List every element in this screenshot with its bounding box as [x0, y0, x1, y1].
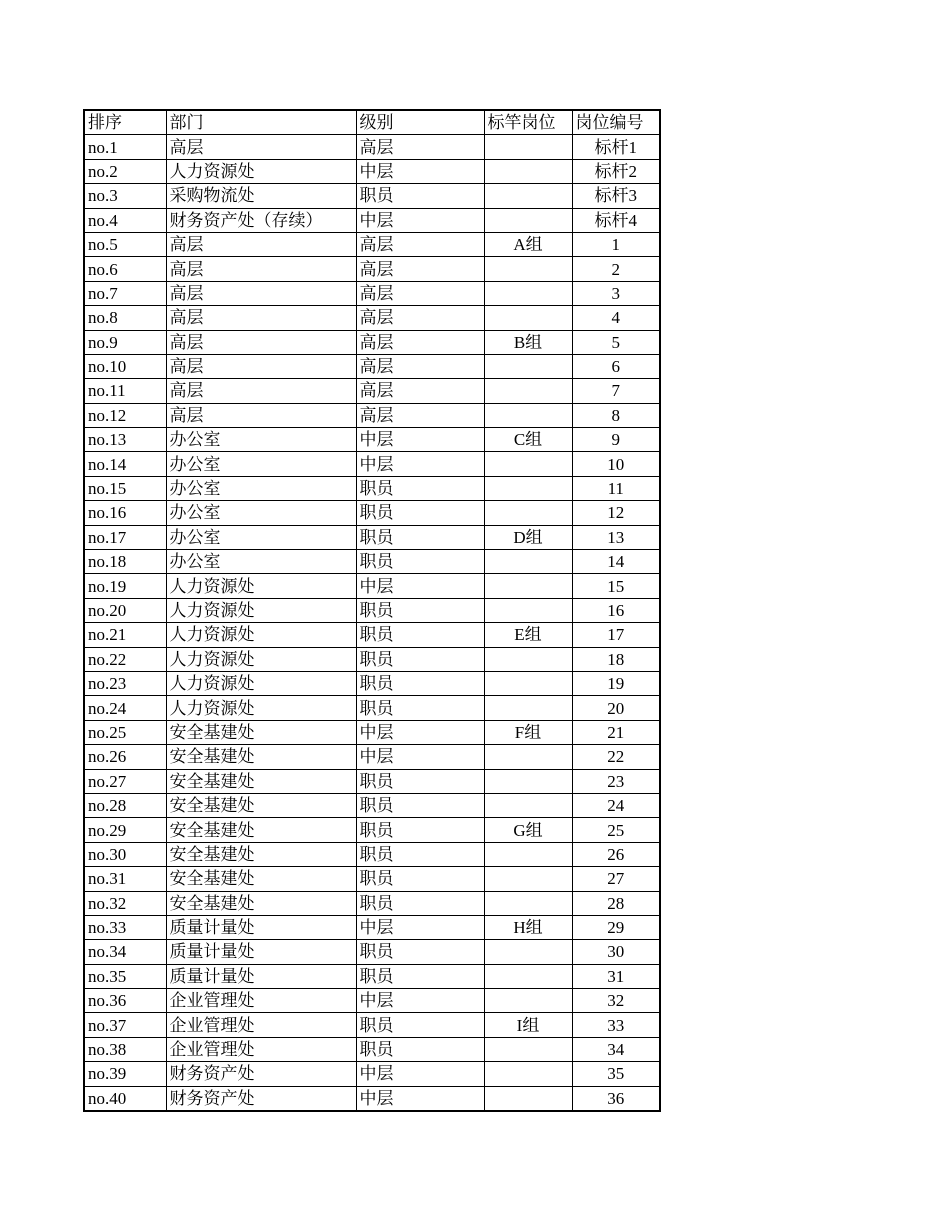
rank-cell: no.33 [84, 915, 166, 939]
header-level: 级别 [356, 110, 484, 135]
benchmark-group-cell: H组 [484, 915, 572, 939]
benchmark-group-cell [484, 184, 572, 208]
benchmark-group-cell [484, 964, 572, 988]
level-cell: 中层 [356, 574, 484, 598]
position-id-cell: 6 [572, 354, 660, 378]
position-id-cell: 15 [572, 574, 660, 598]
level-cell: 高层 [356, 281, 484, 305]
benchmark-group-cell [484, 1086, 572, 1111]
department-cell: 质量计量处 [166, 964, 356, 988]
table-row [84, 574, 660, 598]
position-id-cell: 标杆2 [572, 159, 660, 183]
table-row [84, 135, 660, 159]
department-cell: 人力资源处 [166, 647, 356, 671]
position-id-cell: 标杆3 [572, 184, 660, 208]
benchmark-group-cell [484, 550, 572, 574]
benchmark-group-cell [484, 281, 572, 305]
department-cell: 安全基建处 [166, 842, 356, 866]
rank-cell: no.13 [84, 428, 166, 452]
position-id-cell: 8 [572, 403, 660, 427]
department-cell: 高层 [166, 330, 356, 354]
table-row [84, 354, 660, 378]
department-cell: 财务资产处 [166, 1062, 356, 1086]
position-id-cell: 5 [572, 330, 660, 354]
table-row [84, 1086, 660, 1111]
table-row [84, 842, 660, 866]
level-cell: 职员 [356, 1013, 484, 1037]
level-cell: 中层 [356, 1086, 484, 1111]
rank-cell: no.3 [84, 184, 166, 208]
benchmark-group-cell [484, 891, 572, 915]
rank-cell: no.27 [84, 769, 166, 793]
header-department: 部门 [166, 110, 356, 135]
benchmark-group-cell [484, 574, 572, 598]
rank-cell: no.36 [84, 989, 166, 1013]
table-row [84, 647, 660, 671]
header-position-id: 岗位编号 [572, 110, 660, 135]
table-row [84, 696, 660, 720]
table-row [84, 330, 660, 354]
department-cell: 高层 [166, 257, 356, 281]
department-cell: 企业管理处 [166, 989, 356, 1013]
level-cell: 职员 [356, 793, 484, 817]
table-row [84, 1062, 660, 1086]
table-row [84, 964, 660, 988]
rank-cell: no.20 [84, 598, 166, 622]
position-id-cell: 31 [572, 964, 660, 988]
level-cell: 职员 [356, 184, 484, 208]
department-cell: 高层 [166, 354, 356, 378]
department-cell: 质量计量处 [166, 915, 356, 939]
header-benchmark-group: 标竿岗位 [484, 110, 572, 135]
department-cell: 高层 [166, 232, 356, 256]
position-id-cell: 26 [572, 842, 660, 866]
level-cell: 职员 [356, 525, 484, 549]
department-cell: 企业管理处 [166, 1037, 356, 1061]
table-row [84, 867, 660, 891]
level-cell: 高层 [356, 379, 484, 403]
table-row [84, 769, 660, 793]
position-id-cell: 24 [572, 793, 660, 817]
position-id-cell: 22 [572, 745, 660, 769]
table-row [84, 891, 660, 915]
rank-cell: no.39 [84, 1062, 166, 1086]
level-cell: 中层 [356, 208, 484, 232]
table-row [84, 915, 660, 939]
position-id-cell: 34 [572, 1037, 660, 1061]
position-id-cell: 32 [572, 989, 660, 1013]
department-cell: 人力资源处 [166, 598, 356, 622]
rank-cell: no.15 [84, 476, 166, 500]
rank-cell: no.35 [84, 964, 166, 988]
position-id-cell: 21 [572, 720, 660, 744]
benchmark-group-cell: G组 [484, 818, 572, 842]
position-id-cell: 36 [572, 1086, 660, 1111]
benchmark-group-cell [484, 842, 572, 866]
position-id-cell: 12 [572, 501, 660, 525]
rank-cell: no.34 [84, 940, 166, 964]
table-row [84, 306, 660, 330]
table-row [84, 720, 660, 744]
table-row [84, 818, 660, 842]
level-cell: 职员 [356, 647, 484, 671]
position-id-cell: 17 [572, 623, 660, 647]
benchmark-group-cell: D组 [484, 525, 572, 549]
benchmark-group-cell [484, 476, 572, 500]
table-row [84, 940, 660, 964]
level-cell: 职员 [356, 550, 484, 574]
rank-cell: no.28 [84, 793, 166, 817]
level-cell: 职员 [356, 769, 484, 793]
table-row [84, 501, 660, 525]
table-row [84, 452, 660, 476]
table-row [84, 989, 660, 1013]
position-id-cell: 30 [572, 940, 660, 964]
level-cell: 职员 [356, 867, 484, 891]
position-id-cell: 9 [572, 428, 660, 452]
benchmark-group-cell [484, 354, 572, 378]
department-cell: 人力资源处 [166, 159, 356, 183]
rank-cell: no.12 [84, 403, 166, 427]
rank-cell: no.14 [84, 452, 166, 476]
position-id-cell: 10 [572, 452, 660, 476]
position-id-cell: 20 [572, 696, 660, 720]
level-cell: 高层 [356, 306, 484, 330]
benchmark-group-cell: I组 [484, 1013, 572, 1037]
table-row [84, 745, 660, 769]
benchmark-group-cell: B组 [484, 330, 572, 354]
level-cell: 职员 [356, 501, 484, 525]
position-id-cell: 19 [572, 671, 660, 695]
position-id-cell: 25 [572, 818, 660, 842]
level-cell: 中层 [356, 452, 484, 476]
table-row [84, 1037, 660, 1061]
table-row [84, 623, 660, 647]
department-cell: 安全基建处 [166, 818, 356, 842]
level-cell: 高层 [356, 330, 484, 354]
benchmark-group-cell [484, 501, 572, 525]
level-cell: 职员 [356, 891, 484, 915]
table-row [84, 232, 660, 256]
department-cell: 采购物流处 [166, 184, 356, 208]
benchmark-group-cell [484, 769, 572, 793]
benchmark-group-cell [484, 159, 572, 183]
department-cell: 高层 [166, 306, 356, 330]
level-cell: 职员 [356, 696, 484, 720]
department-cell: 安全基建处 [166, 769, 356, 793]
benchmark-group-cell [484, 989, 572, 1013]
rank-cell: no.26 [84, 745, 166, 769]
level-cell: 中层 [356, 428, 484, 452]
benchmark-group-cell [484, 696, 572, 720]
position-table [83, 109, 661, 1112]
rank-cell: no.10 [84, 354, 166, 378]
position-id-cell: 1 [572, 232, 660, 256]
rank-cell: no.24 [84, 696, 166, 720]
benchmark-group-cell [484, 403, 572, 427]
rank-cell: no.17 [84, 525, 166, 549]
table-row [84, 550, 660, 574]
rank-cell: no.25 [84, 720, 166, 744]
benchmark-group-cell [484, 671, 572, 695]
rank-cell: no.29 [84, 818, 166, 842]
level-cell: 职员 [356, 623, 484, 647]
level-cell: 职员 [356, 818, 484, 842]
rank-cell: no.19 [84, 574, 166, 598]
level-cell: 职员 [356, 842, 484, 866]
benchmark-group-cell [484, 793, 572, 817]
department-cell: 办公室 [166, 550, 356, 574]
department-cell: 安全基建处 [166, 891, 356, 915]
benchmark-group-cell [484, 647, 572, 671]
level-cell: 高层 [356, 257, 484, 281]
position-id-cell: 23 [572, 769, 660, 793]
benchmark-group-cell: F组 [484, 720, 572, 744]
rank-cell: no.7 [84, 281, 166, 305]
table-row [84, 159, 660, 183]
rank-cell: no.16 [84, 501, 166, 525]
position-id-cell: 35 [572, 1062, 660, 1086]
level-cell: 高层 [356, 232, 484, 256]
position-id-cell: 4 [572, 306, 660, 330]
benchmark-group-cell [484, 1062, 572, 1086]
benchmark-group-cell: A组 [484, 232, 572, 256]
position-id-cell: 标杆4 [572, 208, 660, 232]
level-cell: 中层 [356, 915, 484, 939]
level-cell: 职员 [356, 1037, 484, 1061]
rank-cell: no.6 [84, 257, 166, 281]
department-cell: 高层 [166, 403, 356, 427]
department-cell: 财务资产处 [166, 1086, 356, 1111]
department-cell: 人力资源处 [166, 671, 356, 695]
benchmark-group-cell [484, 379, 572, 403]
benchmark-group-cell [484, 745, 572, 769]
department-cell: 人力资源处 [166, 574, 356, 598]
department-cell: 办公室 [166, 428, 356, 452]
level-cell: 高层 [356, 403, 484, 427]
level-cell: 职员 [356, 964, 484, 988]
position-id-cell: 14 [572, 550, 660, 574]
position-id-cell: 28 [572, 891, 660, 915]
rank-cell: no.38 [84, 1037, 166, 1061]
table-row [84, 208, 660, 232]
benchmark-group-cell: E组 [484, 623, 572, 647]
rank-cell: no.30 [84, 842, 166, 866]
position-id-cell: 16 [572, 598, 660, 622]
department-cell: 人力资源处 [166, 623, 356, 647]
position-id-cell: 7 [572, 379, 660, 403]
level-cell: 职员 [356, 671, 484, 695]
department-cell: 企业管理处 [166, 1013, 356, 1037]
department-cell: 安全基建处 [166, 720, 356, 744]
level-cell: 中层 [356, 720, 484, 744]
department-cell: 办公室 [166, 501, 356, 525]
rank-cell: no.22 [84, 647, 166, 671]
position-id-cell: 18 [572, 647, 660, 671]
rank-cell: no.23 [84, 671, 166, 695]
level-cell: 职员 [356, 940, 484, 964]
table-row [84, 184, 660, 208]
department-cell: 办公室 [166, 476, 356, 500]
rank-cell: no.21 [84, 623, 166, 647]
department-cell: 安全基建处 [166, 745, 356, 769]
position-table-body [84, 110, 660, 1111]
benchmark-group-cell [484, 867, 572, 891]
position-id-cell: 标杆1 [572, 135, 660, 159]
table-row [84, 281, 660, 305]
benchmark-group-cell [484, 1037, 572, 1061]
position-id-cell: 2 [572, 257, 660, 281]
rank-cell: no.2 [84, 159, 166, 183]
rank-cell: no.18 [84, 550, 166, 574]
position-id-cell: 29 [572, 915, 660, 939]
department-cell: 财务资产处（存续） [166, 208, 356, 232]
table-row [84, 1013, 660, 1037]
department-cell: 办公室 [166, 452, 356, 476]
rank-cell: no.9 [84, 330, 166, 354]
table-row [84, 257, 660, 281]
position-id-cell: 33 [572, 1013, 660, 1037]
benchmark-group-cell [484, 135, 572, 159]
department-cell: 安全基建处 [166, 867, 356, 891]
rank-cell: no.11 [84, 379, 166, 403]
department-cell: 高层 [166, 379, 356, 403]
level-cell: 中层 [356, 1062, 484, 1086]
rank-cell: no.32 [84, 891, 166, 915]
table-row [84, 598, 660, 622]
rank-cell: no.5 [84, 232, 166, 256]
table-row [84, 428, 660, 452]
table-row [84, 793, 660, 817]
benchmark-group-cell [484, 208, 572, 232]
benchmark-group-cell [484, 598, 572, 622]
department-cell: 高层 [166, 135, 356, 159]
position-id-cell: 27 [572, 867, 660, 891]
table-row [84, 403, 660, 427]
position-id-cell: 3 [572, 281, 660, 305]
rank-cell: no.1 [84, 135, 166, 159]
benchmark-group-cell [484, 306, 572, 330]
table-row [84, 379, 660, 403]
table-row [84, 671, 660, 695]
rank-cell: no.40 [84, 1086, 166, 1111]
position-id-cell: 13 [572, 525, 660, 549]
rank-cell: no.37 [84, 1013, 166, 1037]
rank-cell: no.8 [84, 306, 166, 330]
level-cell: 职员 [356, 476, 484, 500]
rank-cell: no.4 [84, 208, 166, 232]
level-cell: 中层 [356, 989, 484, 1013]
level-cell: 职员 [356, 598, 484, 622]
department-cell: 质量计量处 [166, 940, 356, 964]
header-rank: 排序 [84, 110, 166, 135]
header-row [84, 110, 660, 135]
position-id-cell: 11 [572, 476, 660, 500]
table-row [84, 525, 660, 549]
department-cell: 办公室 [166, 525, 356, 549]
benchmark-group-cell [484, 257, 572, 281]
table-row [84, 476, 660, 500]
level-cell: 中层 [356, 159, 484, 183]
rank-cell: no.31 [84, 867, 166, 891]
department-cell: 高层 [166, 281, 356, 305]
level-cell: 高层 [356, 354, 484, 378]
level-cell: 高层 [356, 135, 484, 159]
benchmark-group-cell: C组 [484, 428, 572, 452]
benchmark-group-cell [484, 452, 572, 476]
level-cell: 中层 [356, 745, 484, 769]
benchmark-group-cell [484, 940, 572, 964]
department-cell: 人力资源处 [166, 696, 356, 720]
department-cell: 安全基建处 [166, 793, 356, 817]
